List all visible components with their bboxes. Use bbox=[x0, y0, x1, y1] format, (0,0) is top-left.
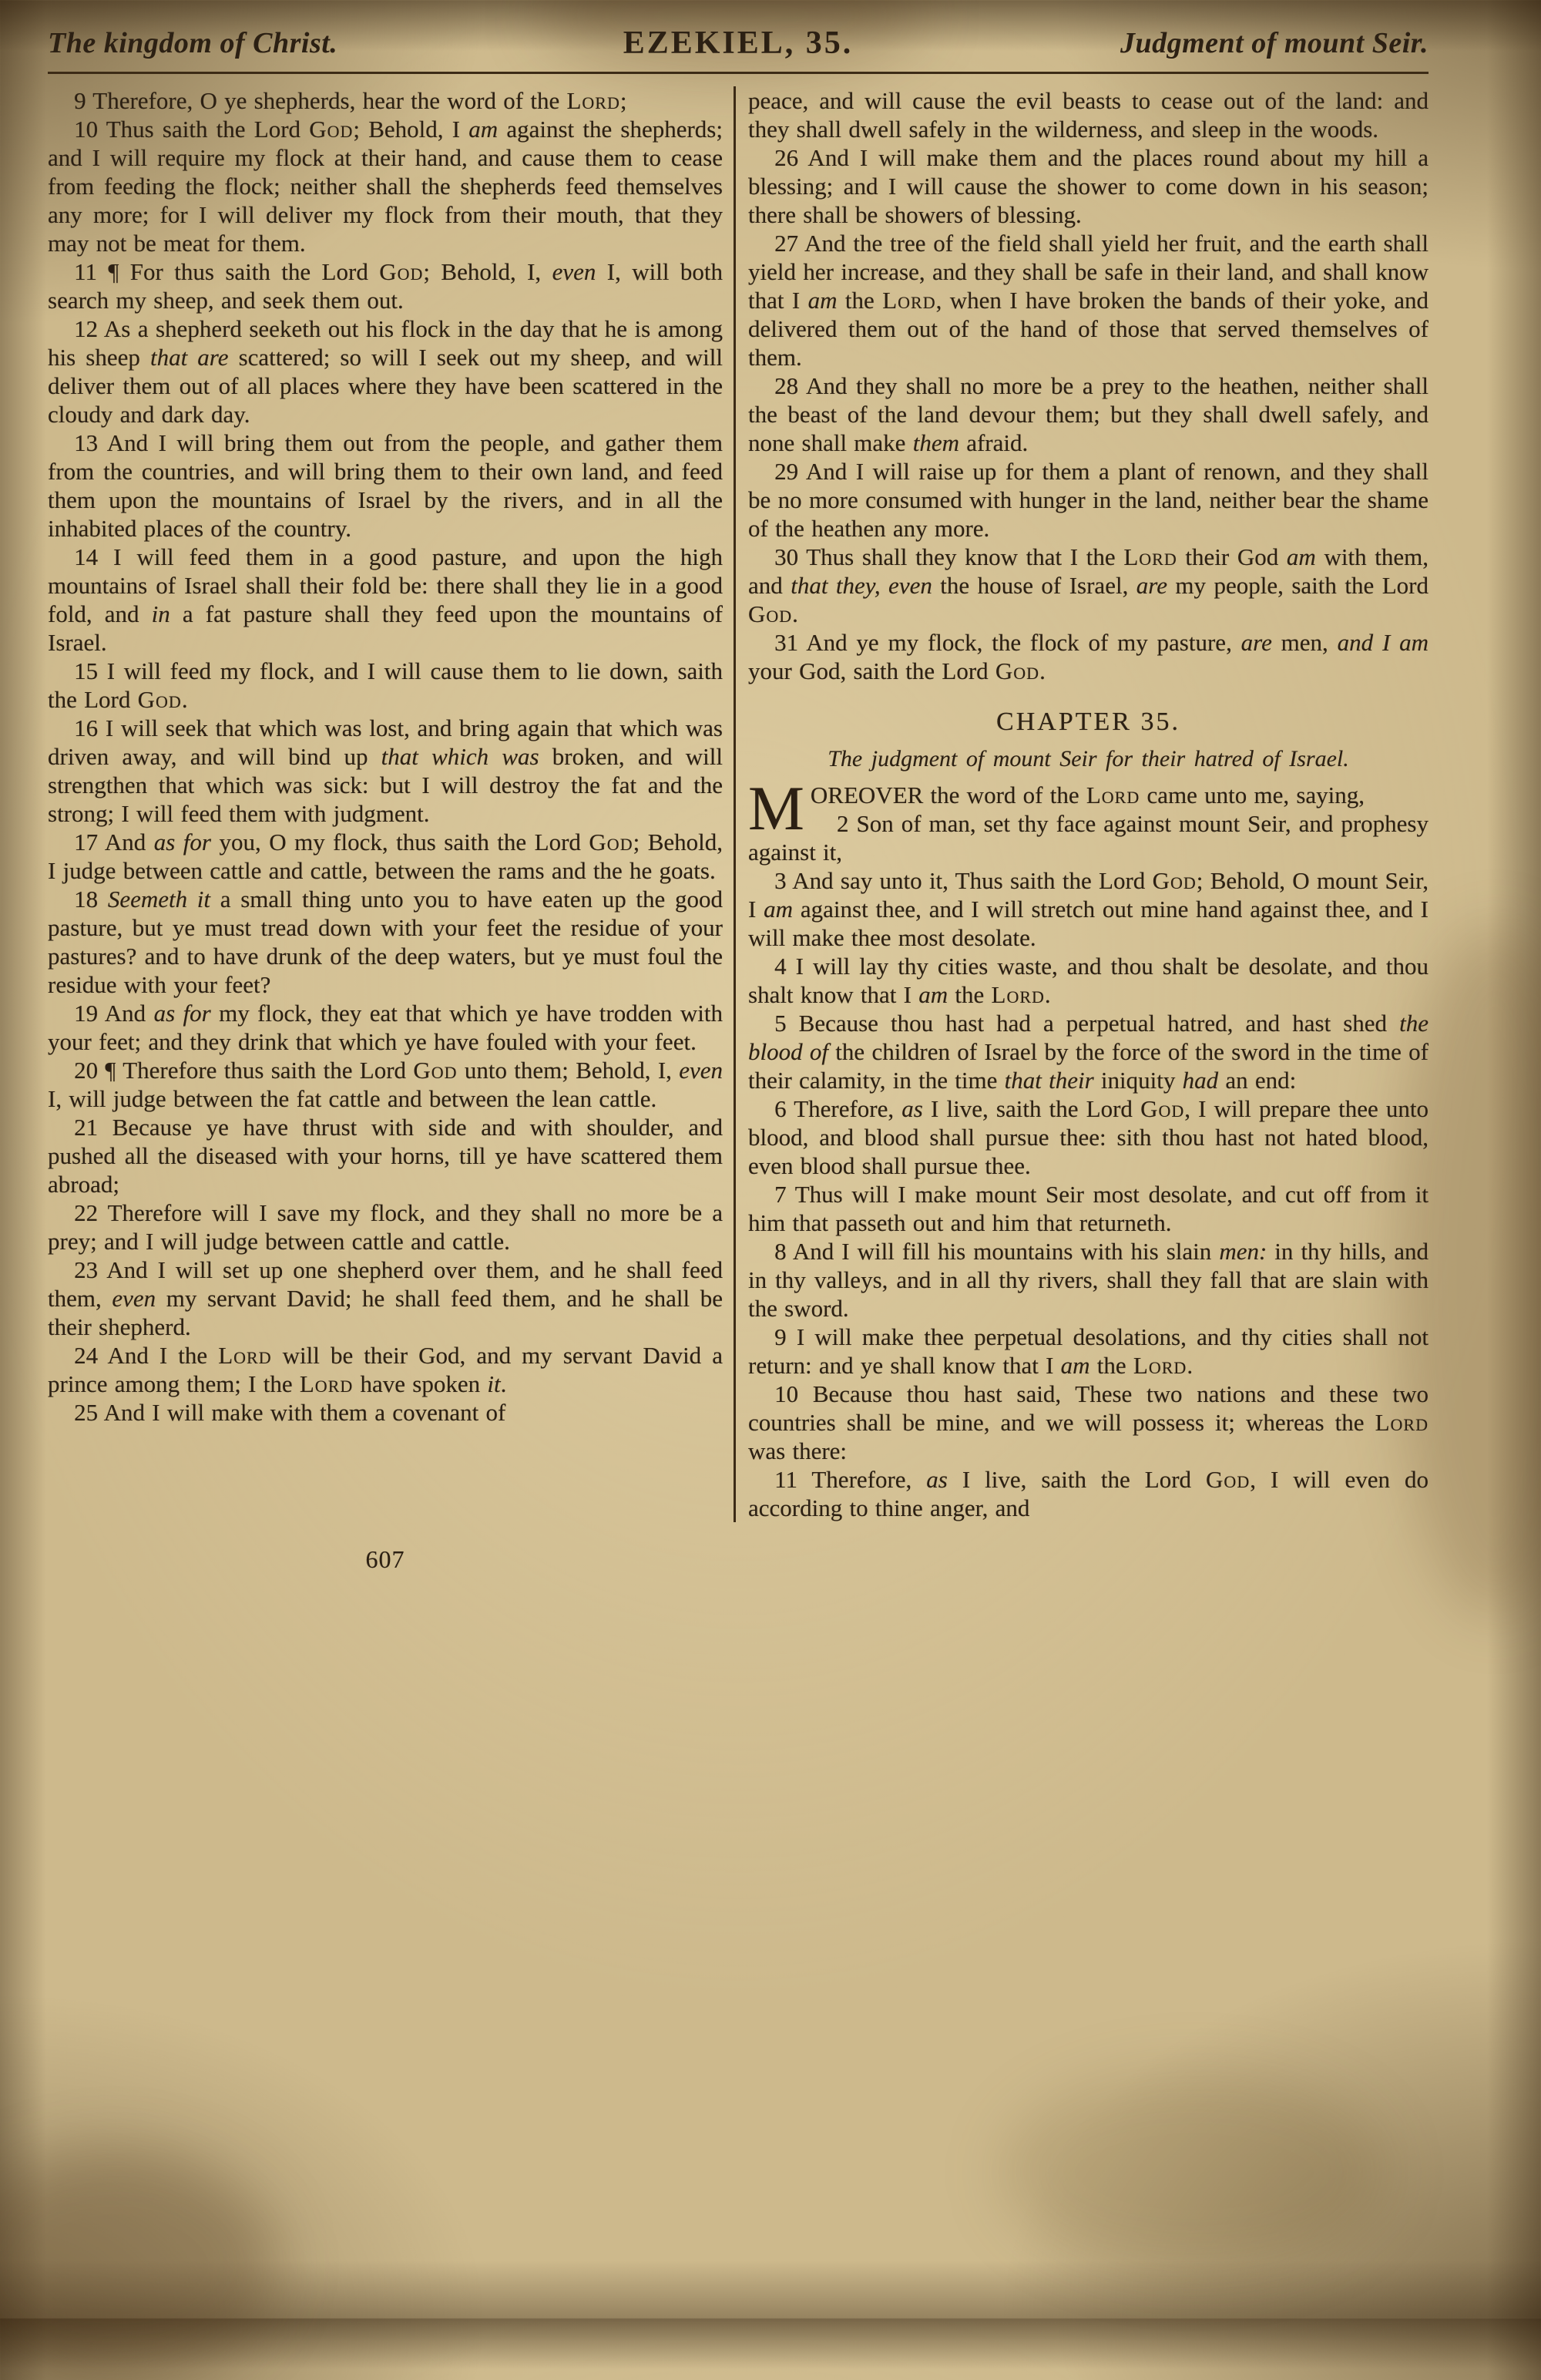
divine-name-smallcaps: God bbox=[589, 829, 633, 856]
verse bbox=[48, 314, 723, 429]
verse-text: you, O my flock, thus saith the Lord bbox=[210, 829, 589, 856]
verse bbox=[748, 628, 1429, 685]
divine-name-smallcaps: Lord bbox=[1375, 1409, 1429, 1436]
verse bbox=[48, 999, 723, 1056]
supplied-word-italic: as for bbox=[153, 1000, 211, 1027]
verse-text: . bbox=[1039, 657, 1046, 684]
divine-name-smallcaps: God bbox=[1206, 1466, 1251, 1493]
verse bbox=[748, 1465, 1429, 1522]
verse-text: 15 I will feed my flock, and I will cause them to lie down, saith the Lord bbox=[48, 657, 723, 713]
verse-text: came unto me, saying, bbox=[1140, 782, 1365, 808]
verse-text: unto them; Behold, I, bbox=[457, 1057, 680, 1084]
supplied-word-italic: am bbox=[918, 981, 948, 1008]
verse bbox=[48, 1198, 723, 1256]
verse bbox=[48, 885, 723, 999]
supplied-word-italic: am bbox=[1060, 1352, 1090, 1379]
verse-text: 5 Because thou hast had a perpetual hatred, and hast shed bbox=[774, 1010, 1400, 1037]
verse bbox=[748, 543, 1429, 628]
verse bbox=[748, 229, 1429, 371]
verse bbox=[748, 1380, 1429, 1465]
verse-text: I live, saith the Lord bbox=[947, 1466, 1207, 1493]
divine-name-smallcaps: Lord bbox=[566, 87, 620, 114]
verse-text: 29 And I will raise up for them a plant of renown, and they shall be no more consumed with hunger in the land, neither bear the shame of the heathen any more. bbox=[748, 458, 1429, 542]
supplied-word-italic: as bbox=[901, 1095, 923, 1122]
verse-continuation bbox=[748, 86, 1429, 143]
supplied-word-italic: that which was bbox=[381, 743, 539, 770]
verse-text: 27 And the tree of the field shall yield her fruit, and the earth shall yield her increase, and they shall be safe in their land, and shall know that I bbox=[748, 230, 1429, 314]
verse-text: the bbox=[837, 287, 883, 314]
verse-text: 12 As a shepherd seeketh out his flock in the day that he is among his sheep bbox=[48, 315, 723, 371]
verse-text: OREOVER the word of the bbox=[810, 782, 1086, 808]
verse-text: 11 Therefore, bbox=[774, 1466, 927, 1493]
verse bbox=[748, 1009, 1429, 1094]
chapter-subtitle: The judgment of mount Seir for their hatred of Israel. bbox=[828, 746, 1349, 771]
divine-name-smallcaps: God bbox=[1140, 1095, 1185, 1122]
verse-text: my servant David; he shall feed them, and he shall be their shepherd. bbox=[48, 1285, 723, 1340]
verse-text: 8 And I will fill his mountains with his slain bbox=[774, 1238, 1220, 1265]
verse bbox=[48, 657, 723, 714]
verse-text: 26 And I will make them and the places round about my hill a blessing; and I will cause the shower to come down in his season; there shall be showers of blessing. bbox=[748, 144, 1429, 228]
supplied-word-italic: in bbox=[151, 600, 170, 627]
verse bbox=[748, 371, 1429, 457]
divine-name-smallcaps: God bbox=[309, 116, 354, 143]
supplied-word-italic: them bbox=[912, 429, 959, 456]
supplied-word-italic: am bbox=[807, 287, 838, 314]
verse-text: afraid. bbox=[959, 429, 1029, 456]
divine-name-smallcaps: Lord bbox=[1086, 782, 1140, 808]
verse-text: 23 And I will set up one shepherd over them, and he shall feed them, bbox=[48, 1256, 723, 1312]
verse-text: the house of Israel, bbox=[932, 572, 1136, 599]
verse-text: 31 And ye my flock, the flock of my pasture, bbox=[774, 629, 1241, 656]
verse bbox=[748, 457, 1429, 543]
verse-text: , when I have broken the bands of their yoke, and delivered them out of the hand of those that served themselves of them. bbox=[748, 287, 1429, 371]
verse-text: . bbox=[1044, 981, 1051, 1008]
supplied-word-italic: as for bbox=[153, 829, 211, 856]
verse-text: 21 Because ye have thrust with side and with shoulder, and pushed all the diseased with your horns, till ye have scattered them abroad; bbox=[48, 1114, 723, 1198]
verse-text: will be their God, and my servant David a prince among them; I the bbox=[48, 1342, 723, 1397]
verse-text: iniquity bbox=[1093, 1067, 1183, 1094]
verse-text: the bbox=[948, 981, 992, 1008]
verse-text: broken, and will strengthen that which was sick: but I will destroy the fat and the strong; I will feed them with judgment. bbox=[48, 743, 723, 827]
verse bbox=[48, 1398, 723, 1427]
verse-text: ; Behold, I judge between cattle and cattle, between the rams and the he goats. bbox=[48, 829, 723, 884]
divine-name-smallcaps: God bbox=[137, 686, 182, 713]
supplied-word-italic: am bbox=[1286, 543, 1316, 570]
verse-text: , I will even do according to thine anger, and bbox=[748, 1466, 1429, 1521]
verse-text: , I will prepare thee unto blood, and blood shall pursue thee: sith thou hast not hated blood, even blood shall pursue thee. bbox=[748, 1095, 1429, 1179]
verse-text: the children of Israel by the force of the sword in the time of their calamity, in the time bbox=[748, 1038, 1429, 1094]
verse bbox=[748, 1180, 1429, 1237]
verse bbox=[748, 952, 1429, 1009]
verse-text: ; bbox=[619, 87, 627, 114]
verse-text: I live, saith the Lord bbox=[922, 1095, 1141, 1122]
verse bbox=[48, 543, 723, 657]
verse bbox=[48, 429, 723, 543]
divine-name-smallcaps: God bbox=[413, 1057, 458, 1084]
header-rule bbox=[48, 72, 1429, 74]
divine-name-smallcaps: God bbox=[995, 657, 1040, 684]
verse-text: 2 Son of man, set thy face against mount Seir, and prophesy against it, bbox=[748, 810, 1429, 866]
verse-text: a fat pasture shall they feed upon the mountains of Israel. bbox=[48, 600, 723, 656]
verse bbox=[48, 1113, 723, 1198]
divine-name-smallcaps: God bbox=[1152, 867, 1197, 894]
supplied-word-italic: even bbox=[679, 1057, 723, 1084]
verse-text: my flock, they eat that which ye have trodden with your feet; and they drink that which ye have fouled with your feet. bbox=[48, 1000, 723, 1055]
verse-text: ; Behold, O mount Seir, I bbox=[748, 867, 1429, 923]
verse-text: 25 And I will make with them a covenant of bbox=[74, 1399, 506, 1426]
verse-text: 13 And I will bring them out from the people, and gather them from the countries, and will bring them to their own land, and feed them upon the mountains of Israel by the rivers, and in all the inhabited places of the country. bbox=[48, 429, 723, 542]
chapter-heading: CHAPTER 35. bbox=[996, 708, 1180, 736]
verse-text: 20 ¶ Therefore thus saith the Lord bbox=[74, 1057, 414, 1084]
supplied-word-italic: that are bbox=[149, 344, 229, 371]
supplied-word-italic: that their bbox=[1004, 1067, 1094, 1094]
verse bbox=[748, 1094, 1429, 1180]
supplied-word-italic: had bbox=[1182, 1067, 1219, 1094]
verse-text: . bbox=[792, 600, 798, 627]
verse-text: have spoken bbox=[353, 1370, 488, 1397]
supplied-word-italic: men: bbox=[1219, 1238, 1267, 1265]
drop-cap-initial: M bbox=[748, 773, 804, 843]
running-header bbox=[48, 20, 1429, 69]
verse-text: my people, saith the Lord bbox=[1167, 572, 1429, 599]
left-column bbox=[48, 86, 723, 1522]
verse-text: their God bbox=[1177, 543, 1287, 570]
text-columns bbox=[48, 86, 1429, 1522]
verse bbox=[48, 1256, 723, 1341]
supplied-word-italic: are bbox=[1136, 572, 1167, 599]
verse-text: 17 And bbox=[74, 829, 154, 856]
divine-name-smallcaps: Lord bbox=[218, 1342, 272, 1369]
supplied-word-italic: Seemeth it bbox=[107, 886, 211, 913]
verse bbox=[748, 1237, 1429, 1323]
verse-text: against the shepherds; and I will require my flock at their hand, and cause them to cease from feeding the flock; neither shall the shepherds feed themselves any more; for I will deliver my flock from their mouth, that they may not be meat for them. bbox=[48, 116, 723, 257]
verse-text: with them, and bbox=[748, 543, 1429, 599]
verse-text: 6 Therefore, bbox=[774, 1095, 902, 1122]
supplied-word-italic: am bbox=[764, 896, 794, 923]
supplied-word-italic: am bbox=[468, 116, 499, 143]
verse-text: . bbox=[181, 686, 188, 713]
verse bbox=[48, 1056, 723, 1113]
verse-text: 28 And they shall no more be a prey to the heathen, neither shall the beast of the land devour them; but they shall dwell safely, and none shall make bbox=[748, 372, 1429, 456]
verse bbox=[748, 809, 1429, 866]
verse-text: . bbox=[1187, 1352, 1194, 1379]
page-number: 607 bbox=[365, 1545, 405, 1573]
divine-name-smallcaps: Lord bbox=[1133, 1352, 1187, 1379]
verse-text: peace, and will cause the evil beasts to cease out of the land: and they shall dwell safely in the wilderness, and sleep in the woods. bbox=[748, 87, 1429, 143]
verse-text: 16 I will seek that which was lost, and bring again that which was driven away, and will bind up bbox=[48, 714, 723, 770]
verse bbox=[48, 115, 723, 257]
verse bbox=[48, 86, 723, 115]
supplied-word-italic: the blood of bbox=[748, 1010, 1429, 1065]
verse bbox=[48, 714, 723, 828]
verse-text: was there: bbox=[748, 1437, 848, 1464]
verse-text: 9 I will make thee perpetual desolations, and thy cities shall not return: and ye shall know that I bbox=[748, 1323, 1429, 1379]
verse-text: 30 Thus shall they know that I the bbox=[774, 543, 1124, 570]
verse-text: against thee, and I will stretch out mine hand against thee, and I will make thee most desolate. bbox=[748, 896, 1429, 951]
verse bbox=[748, 866, 1429, 952]
verse-text: 9 Therefore, O ye shepherds, hear the word of the bbox=[74, 87, 567, 114]
supplied-word-italic: it bbox=[487, 1370, 501, 1397]
verse-text: I, will both search my sheep, and seek them out. bbox=[48, 258, 723, 314]
verse bbox=[48, 1341, 723, 1398]
verse-text: I, will judge between the fat cattle and between the lean cattle. bbox=[48, 1085, 657, 1112]
running-head-left: The kingdom of Christ. bbox=[48, 27, 338, 59]
divine-name-smallcaps: Lord bbox=[882, 287, 936, 314]
verse-text: in thy hills, and in thy valleys, and in all thy rivers, shall they fall that are slain with the sword. bbox=[748, 1238, 1429, 1322]
supplied-word-italic: are bbox=[1241, 629, 1272, 656]
verse bbox=[48, 828, 723, 885]
verse-text: 10 Because thou hast said, These two nations and these two countries shall be mine, and we will possess it; whereas the bbox=[748, 1380, 1429, 1436]
supplied-word-italic: that they, even bbox=[791, 572, 932, 599]
divine-name-smallcaps: Lord bbox=[991, 981, 1045, 1008]
verse bbox=[748, 1323, 1429, 1380]
verse-text: a small thing unto you to have eaten up the good pasture, but ye must tread down with your feet the residue of your pastures? and to have drunk of the deep waters, but ye must foul the residue with your feet? bbox=[48, 886, 723, 998]
column-divider bbox=[734, 86, 736, 1522]
verse-text: 7 Thus will I make mount Seir most desolate, and cut off from it him that passeth out and him that returneth. bbox=[748, 1181, 1429, 1236]
verse-text: ; Behold, I, bbox=[423, 258, 552, 285]
verse-text: an end: bbox=[1218, 1067, 1297, 1094]
verse-text: ; Behold, I bbox=[353, 116, 469, 143]
supplied-word-italic: and I am bbox=[1337, 629, 1429, 656]
supplied-word-italic: even bbox=[552, 258, 596, 285]
running-head-right: Judgment of mount Seir. bbox=[1120, 27, 1429, 59]
verse bbox=[48, 257, 723, 314]
supplied-word-italic: even bbox=[112, 1285, 156, 1312]
verse-text: 19 And bbox=[74, 1000, 154, 1027]
divine-name-smallcaps: God bbox=[748, 600, 793, 627]
verse-text: scattered; so will I seek out my sheep, and will deliver them out of all places where they have been scattered in the cloudy and dark day. bbox=[48, 344, 723, 428]
divine-name-smallcaps: Lord bbox=[299, 1370, 354, 1397]
divine-name-smallcaps: God bbox=[379, 258, 424, 285]
verse-text: the bbox=[1089, 1352, 1133, 1379]
verse-text: 14 I will feed them in a good pasture, and upon the high mountains of Israel shall their fold be: there shall they lie in a good fold, and bbox=[48, 543, 723, 627]
verse-text: 11 ¶ For thus saith the Lord bbox=[74, 258, 380, 285]
verse-text: . bbox=[500, 1370, 507, 1397]
verse-text: 10 Thus saith the Lord bbox=[74, 116, 310, 143]
verse-text: 18 bbox=[74, 886, 108, 913]
divine-name-smallcaps: Lord bbox=[1123, 543, 1177, 570]
verse-text: 24 And I the bbox=[74, 1342, 219, 1369]
supplied-word-italic: as bbox=[926, 1466, 948, 1493]
right-column bbox=[748, 86, 1429, 1522]
verse-text: your God, saith the Lord bbox=[748, 657, 995, 684]
verse-text: 4 I will lay thy cities waste, and thou shalt be desolate, and thou shalt know that I bbox=[748, 953, 1429, 1008]
page-footer bbox=[48, 1545, 723, 1574]
verse-text: men, bbox=[1271, 629, 1338, 656]
book-chapter-title: EZEKIEL, 35. bbox=[623, 25, 854, 61]
verse bbox=[748, 143, 1429, 229]
verse-text: 22 Therefore will I save my flock, and they shall no more be a prey; and I will judge between cattle and cattle. bbox=[48, 1199, 723, 1255]
verse-text: 3 And say unto it, Thus saith the Lord bbox=[774, 867, 1153, 894]
